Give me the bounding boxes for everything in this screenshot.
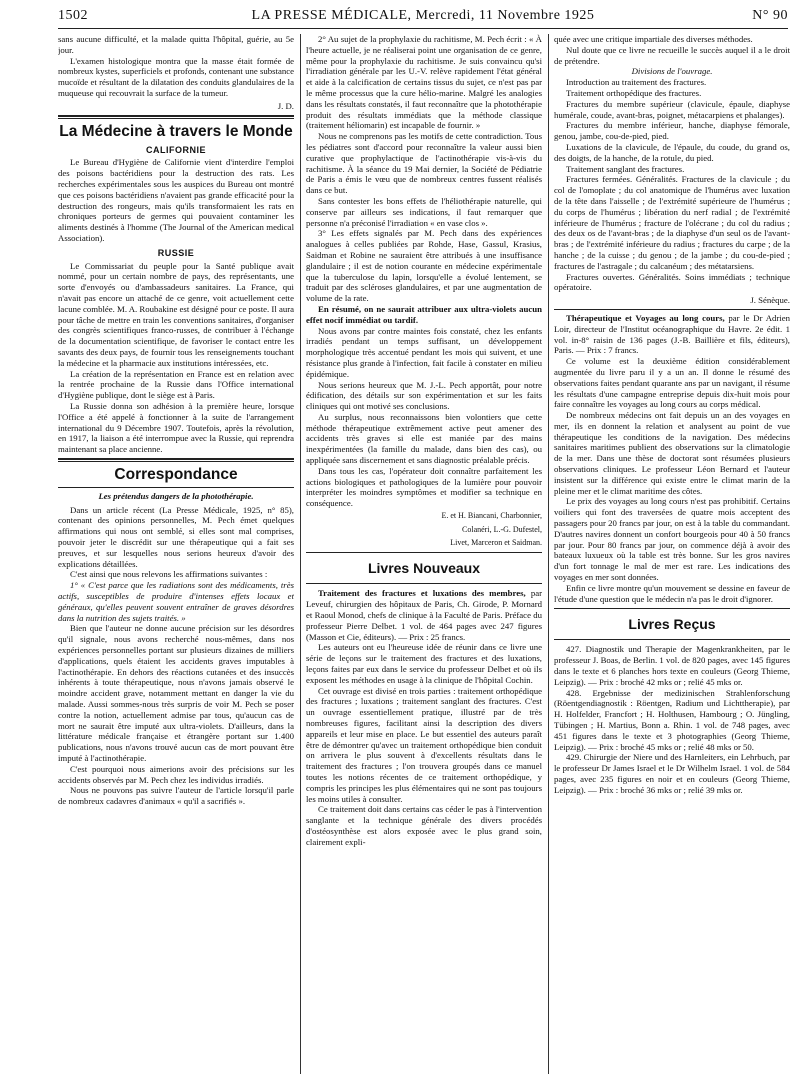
section-heading: Livres Nouveaux [367, 560, 481, 577]
paragraph: Dans tous les cas, l'opérateur doit connaître parfaitement les actions biologiques et pathologiques de la lumière pour pouvoir interpréter les moindres symptômes et modifier sa technique en conséquence. [306, 465, 542, 509]
paragraph: En résumé, on ne saurait attribuer aux ultra-violets aucun effet nocif immédiat ou tardif. [306, 303, 542, 325]
paragraph: La création de la représentation en France est en relation avec la rentrée prochaine de la Russie dans l'Office international d'Hygiène publique, dont le siège est à Paris. [58, 368, 294, 401]
received-book: 427. Diagnostik und Therapie der Magenkrankheiten, par le professeur J. Boas, de Berlin. 1 vol. de 820 pages, avec 145 figures dans le texte et 6 planches hors texte en couleurs (Georg Thieme, Leipzig). — Prix : broché 42 mks or ; relié 45 mks or. [554, 644, 790, 687]
outline-item: Luxations de la clavicule, de l'épaule, du coude, du grand os, des doigts, de la hanche, de la rotule, du pied. [554, 141, 790, 163]
column-rule [548, 34, 549, 1074]
signature-line: Colanéri, L.-G. Dufestel, [462, 524, 542, 534]
paragraph: quée avec une critique impartiale des diverses méthodes. [554, 34, 753, 44]
signature-line: E. et H. Biancani, Charbonnier, [441, 511, 542, 521]
column-1 [58, 34, 294, 1076]
signature: J. D. [277, 100, 294, 111]
section-box [306, 552, 542, 584]
paragraph: C'est pourquoi nous aimerions avoir des précisions sur les accidents observés par M. Pech chez les individus irradiés. [58, 763, 294, 785]
paragraph: Le prix des voyages au long cours n'est pas prohibitif. Certains voiliers qui font des traversées de quatre mois acceptent des passagers pour 20 francs par jour, on est à la table du commandant. D'autres navires donnent un confort bourgeois pour 40 à 50 francs par jour. Pour 80 francs par jour, on commence déjà à avoir des bateaux luxueux où la table est très bonne. Sur les gros navires d'un fort tonnage le mal de mer est rare. Les indications des voyages en mer sont données. [554, 496, 790, 583]
divider [554, 309, 790, 310]
signature-line: Livet, Marceron et Saidman. [450, 537, 542, 547]
outline-item: Traitement orthopédique des fractures. [566, 87, 702, 98]
paragraph: Nous ne pouvons pas suivre l'auteur de l'article lorsqu'il parle de nombreux cadavres d'animaux « qu'il a sacrifiés ». [58, 785, 294, 807]
column-3 [554, 34, 790, 1076]
outline-item: Traitement sanglant des fractures. [566, 163, 685, 174]
paragraph: Le Bureau d'Hygiène de Californie vient d'interdire l'emploi des poisons bactéridiens pour la destruction des rats. Les recherches expérimentales sous les auspices du Bureau ont montré que ces poisons bactéridiens n'avaient pas grande efficacité pour la destruction des rongeurs, mais qu'ils transformaient les rats en chroniques porteurs de germes qui pouvaient contaminer les aliments destinés à l'homme (The Journal of the American medical Association). [58, 157, 294, 243]
paragraph: La Russie donna son adhésion à la première heure, lorsque l'Office a été appelé à fonctionner à la suite de l'arrangement international du 9 Décembre 1907. Toutefois, après la révolution, en 1917, la liaison a été interrompue avec la Russie, qui reprendra maintenant sa place ancienne. [58, 400, 294, 455]
section-heading: La Médecine à travers le Monde [59, 122, 293, 140]
outline-item: Fractures ouvertes. Généralités. Soins immédiats ; technique opératoire. [554, 271, 790, 293]
paragraph: Au surplus, nous reconnaissons bien volontiers que cette méthode thérapeutique extrêmement active peut amener des accidents très graves si elle est maniée par des mains inexpérimentées (la famille du malade, dans bien des cas), ou appliquée sans discernement et sans diagnostic préalable précis. [306, 411, 542, 466]
paragraph: 3° Les effets signalés par M. Pech dans des expériences analogues à celles publiées par Rohde, Hase, Gassul, Krasius, Saidman et Robine ne sauraient être attribués à une insuffisance glandulaire ; il est de notion courante en médecine expérimentale que la tuberculose du lapin, lorsqu'elle a évolué lentement, se traduit par des scléroses glandulaires, et par une augmentation de volume de la rate. [306, 228, 542, 304]
book-entry [306, 588, 542, 642]
paragraph: Enfin ce livre montre qu'un mouvement se dessine en faveur de l'étude d'une question que le médecin n'a pas le droit d'ignorer. [554, 582, 790, 604]
article-subtitle: Les prétendus dangers de la photothérapie. [98, 490, 254, 501]
paragraph: Le Commissariat du peuple pour la Santé publique avait nommé, pour un certain nombre de pays, des représentants, une sorte d'envoyés ou d'ambassadeurs sanitaires. La France, qui n'avait pas encore un attaché de ce genre, voit actuellement cette lacune comblée. M. A. Roubakine est désigné pour ce poste. Il aura pour tâche de mettre en train les conventions sanitaires, d'organiser des congrès scientifiques franco-russes, de contribuer à l'échange de la documentation scientifique, de favoriser le contact entre les savants des deux pays, de fournir tous les renseignements touchant la médecine et la pharmacie aux institutions intéressées, etc. [58, 260, 294, 368]
quote: 1° « C'est parce que les radiations sont des médicaments, très actifs, susceptibles de produire d'intenses effets locaux et généraux, qu'elles peuvent souvent entraîner de graves désordres dans la nutrition des sujets traités. » [58, 580, 294, 623]
section-divider [58, 458, 294, 462]
outline-item: Introduction au traitement des fractures. [566, 77, 707, 88]
paragraph: De nombreux médecins ont fait depuis un an des voyages en mer, ils en donnent la relation et analysent au point de vue thérapeutique les conditions de la navigation. Des médecins sanitaires maritimes publient des observations sur la climatologie de la mer. Dans une thèse de doctorat sont résumées plusieurs observations cliniques. Le professeur Léon Bernard et l'auteur insistent sur la différence qui existe entre le climat marin de la pleine mer et le climat maritime des côtes. [554, 410, 790, 496]
section-box [554, 608, 790, 640]
paragraph: L'examen histologique montra que la masse était formée de nombreux kystes, superficiels et profonds, contenant une substance mucoïde et résultant de la dilatation des conduits glandulaires de la muqueuse qui recouvrait la surface de la tumeur. [58, 55, 294, 98]
book-entry [554, 313, 790, 356]
running-header [58, 6, 788, 29]
book-reference: par Leveuf, chirurgien des hôpitaux de Paris, Ch. Girode, P. Mornard et Raoul Monod, chefs de clinique à la Faculté de Paris. Préface du professeur Pierre Delbet. 1 vol. de 464 pages avec 247 figures (Masson et Cie, éditeurs). — Prix : 25 francs. [306, 588, 542, 642]
book-title: Traitement des fractures et luxations des membres, [318, 588, 526, 599]
outline-item: Fractures du membre supérieur (clavicule, épaule, diaphyse humérale, coude, avant-bras, poignet, métacarpiens et phalanges). [554, 98, 790, 120]
paragraph: Sans contester les bons effets de l'héliothérapie naturelle, qui conserve par ailleurs ses indications, il faut remarquer que personne n'a préconisé l'irradiation « en vase clos ». [306, 195, 542, 228]
subheading: Divisions de l'ouvrage. [631, 66, 713, 77]
received-book: 429. Chirurgie der Niere und des Harnleiters, ein Lehrbuch, par le professeur Dr James Israel et le Dr Wilhelm Israel. 1 vol. de 584 pages, avec 235 figures en noir et en couleurs (Georg Thieme, Leipzig). — Prix : broché 36 mks or ; relié 39 mks or. [554, 752, 790, 795]
received-book: 428. Ergebnisse der medizinischen Strahlenforschung (Röentgendiagnostik : Röentgen, Radium und Lichttherapie), par H. Holfelder, Francfort ; H. Holthusen, Hambourg ; O. Jüngling, Tübingen ; H. Martius, Bonn a. Rhin. 1 vol. de 748 pages, avec 451 figures dans le texte et 3 photographies (Georg Thieme, Leipzig). — Prix : broché 45 mks or ; relié 48 mks or 50. [554, 687, 790, 752]
paragraph: Nous avons par contre maintes fois constaté, chez les enfants irradiés pendant un temps suffisant, un développement morphologique très accentué pendant les mois qui suivent, et une résistance plus grande à l'infection, fait facile à constater en milieu épidémique. [306, 325, 542, 379]
paragraph: Les auteurs ont eu l'heureuse idée de réunir dans ce livre une série de leçons sur le traitement des fractures et des luxations, leçons faites par eux dans le service du professeur Delbet et où ils exposent les méthodes en usage à la clinique de l'hôpital Cochin. [306, 642, 542, 685]
column-2 [306, 34, 542, 1076]
paragraph: C'est ainsi que nous relevons les affirmations suivantes : [70, 569, 268, 580]
paragraph: Nous serions heureux que M. J.-L. Pech apportât, pour notre édification, des détails sur son expérimentation et sur les faits cliniques qui ont motivé ses conclusions. [306, 379, 542, 412]
paragraph: Dans un article récent (La Presse Médicale, 1925, n° 85), contenant des opinions personnelles, M. Pech émet quelques affirmations qui nous ont semblé, si elles sont mal comprises, pouvoir jeter le discrédit sur une thérapeutique qui a fait ses preuves, et sur lesquelles nous serions heureux d'avoir des explications détaillées. [58, 504, 294, 569]
outline-item: Fractures fermées. Généralités. Fractures de la clavicule ; du col de l'omoplate ; du col anatomique de l'humérus avec luxation de la tête dans l'aisselle ; de l'extrémité supérieure de l'humérus ; du corps de l'humérus ; libération du nerf radial ; de l'extrémité inférieure de l'humérus ; fracture de l'olécrane ; du col du radius ; des deux os de l'avant-bras ; de la diaphyse d'un seul os de l'avant-bras ; de l'extrémité inférieure du radius ; fractures du carpe ; de la hanche ; de la cuisse ; du genou ; de la jambe ; du cou-de-pied ; fractures de l'astragale ; du calcanéum ; des métatarsiens. [554, 174, 790, 271]
section-heading: Correspondance [114, 465, 238, 483]
paragraph: Nous ne comprenons pas les motifs de cette contradiction. Tous les pédiatres sont d'accord pour reconnaître la valeur aussi bien curative que prophylactique de l'actinothérapie vis-à-vis du rachitisme. À la séance du 19 Mai dernier, la Société de Pédiatrie de Paris a émis le vœu que de nombreux centres fussent réalisés dans ce but. [306, 131, 542, 196]
column-rule [300, 34, 301, 1074]
paragraph: Cet ouvrage est divisé en trois parties : traitement orthopédique des fractures ; luxations ; traitement sanglant des fractures. C'est un ouvrage essentiellement pratique, illustré par de très nombreuses figures, facilitant ainsi la description des divers appareils et leur mise en place. Le but essentiel des auteurs paraît être de démontrer qu'avec un traitement orthopédique bien conduit on arrivera le plus souvent à d'excellents résultats dans le traitement des fractures ; l'on trouvera groupés dans ce manuel toutes les notions récentes de ce traitement orthopédique, y compris les principes les plus élémentaires qui ne sont pas toujours les moins utiles à consulter. [306, 685, 542, 804]
paragraph: Bien que l'auteur ne donne aucune précision sur les désordres qu'il signale, nous avons recherché nous-mêmes, dans nos expériences personnelles portant sur plusieurs dizaines de milliers d'applications, quels étaient les accidents graves imputables à l'actinothérapie. En dehors des réactions cutanées et des insuccès inhérents à toute thérapeutique, nous n'avons jamais observé le moindre accident grave, notamment mettant en danger la vie du malade. Aussi sommes-nous très surpris de voir M. Pech se poser contre la notion, actuellement admise par tous, qu'aucun cas de mort ne saurait être imputé aux ultra-violets. D'ailleurs, dans la littérature médicale française et étrangère portant sur 1.400 publications, nous n'avons trouvé aucun cas de mort pouvant être imputé à l'actinothérapie. [58, 623, 294, 764]
outline-item: Fractures du membre inférieur, hanche, diaphyse fémorale, genou, jambe, cou-de-pied, pied. [554, 120, 790, 142]
paragraph: 2° Au sujet de la prophylaxie du rachitisme, M. Pech écrit : « À l'heure actuelle, je ne réaliserai point une organisation de ce genre, même pour la prophylaxie du rachitisme. Je suis convaincu qu'si l'irradiation générale par les U.-V. relève rapidement l'état général et aide à la calcification de certains tissus du sujet, ce n'est pas par le même processus que la cure hélio-marine. Malgré les analogies dans les résultats constatés, il faut reconnaître que la photothérapie produit des résultats immédiats que la méthode classique (traitement héliomarin) est incapable de fournir. » [306, 34, 542, 131]
section-heading: Livres Reçus [628, 616, 716, 633]
paragraph: sans aucune difficulté, et la malade quitta l'hôpital, guérie, au 5e jour. [58, 34, 294, 55]
issue-number: N° 90 [752, 8, 788, 23]
journal-title: LA PRESSE MÉDICALE, Mercredi, 11 Novembre 1925 [251, 8, 595, 23]
paragraph: Ce traitement doit dans certains cas céder le pas à l'intervention sanglante et la technique générale des divers procédés d'ostéosynthèse est alors exposée avec le plus grand soin, clairement expli- [306, 804, 542, 847]
paragraph: Nul doute que ce livre ne recueille le succès auquel il a le droit de prétendre. [554, 44, 790, 66]
divider [58, 487, 294, 488]
paragraph: Ce volume est la deuxième édition considérablement augmentée du livre paru il y a un an. Il donne le résumé des observations faites pendant quarante ans par un navigant, il résume les résultats d'une campagne entreprise depuis dix-huit mois pour faire connaître les voyages au long cours au corps médical. [554, 356, 790, 410]
page-number: 1502 [58, 8, 88, 23]
book-reference: par le Dr Adrien Loir, directeur de l'Institut océanographique du Havre. 2e édit. 1 vol. in-8° raisin de 136 pages (J.-B. Baillière et fils, éditeurs), Paris. — Prix : 7 francs. [554, 312, 790, 356]
subheading: CALIFORNIE [146, 144, 206, 155]
section-divider [58, 115, 294, 119]
book-title: Thérapeutique et Voyages au long cours, [566, 312, 725, 323]
subheading: RUSSIE [157, 247, 195, 258]
signature: J. Sénèque. [750, 295, 790, 306]
